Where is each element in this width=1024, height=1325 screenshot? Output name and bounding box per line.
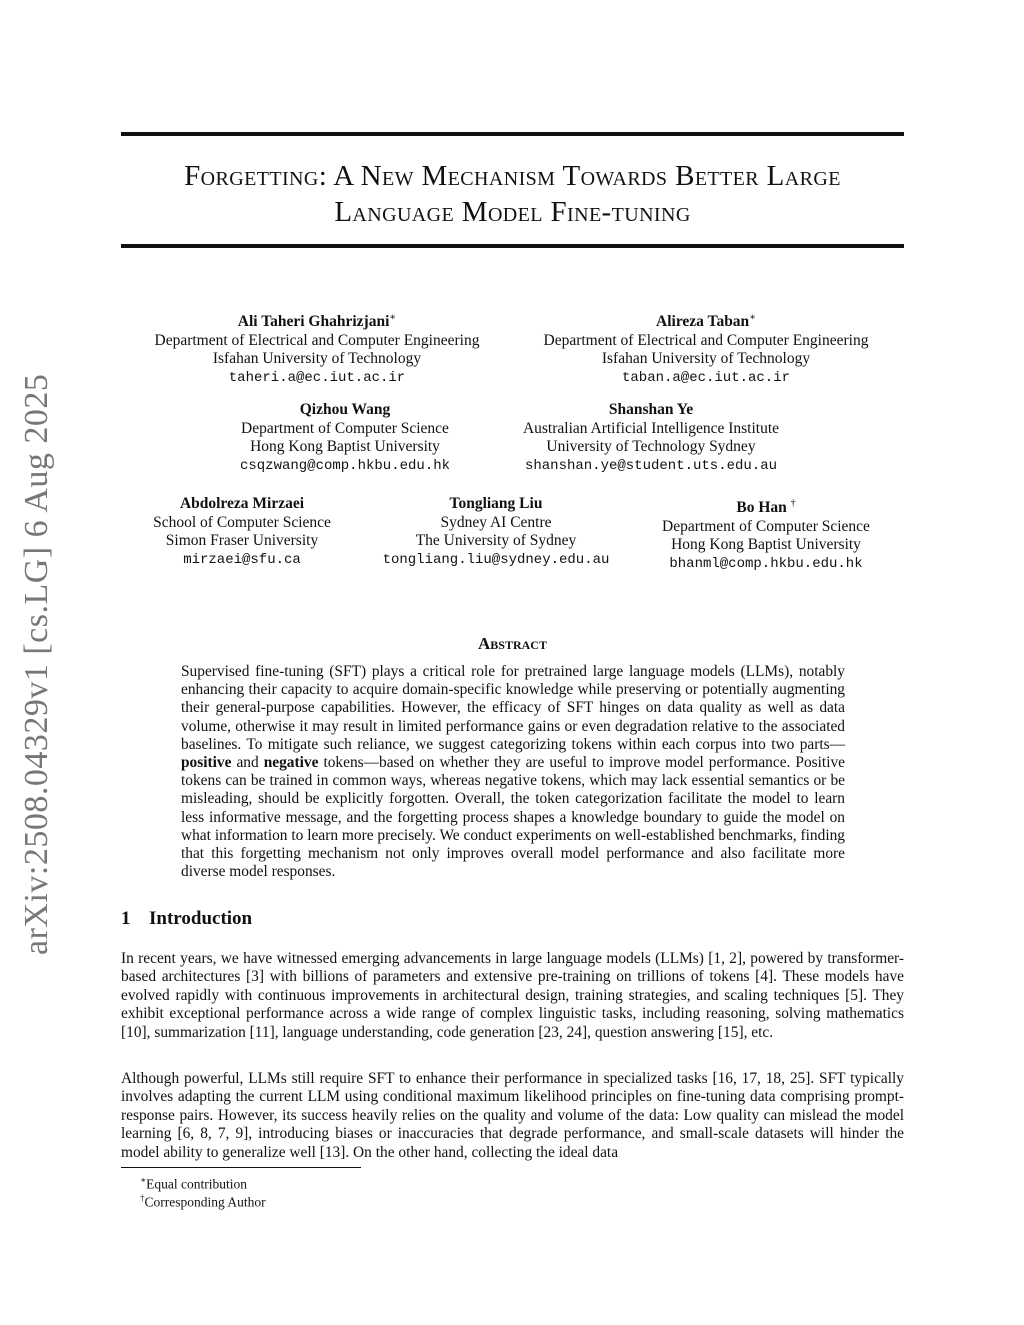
author-block	[132, 495, 352, 569]
abstract-text: and	[231, 754, 264, 772]
author-name: Tongliang Liu	[449, 495, 543, 512]
author-name: Alireza Taban	[656, 313, 750, 331]
section-heading	[121, 908, 252, 930]
author-affiliation: Department of Computer Science	[241, 419, 449, 437]
author-email: mirzaei@sfu.ca	[183, 551, 301, 568]
section-number: 1	[121, 908, 131, 929]
author-name: Qizhou Wang	[299, 401, 391, 418]
author-name: Abdolreza Mirzaei	[179, 495, 305, 512]
abstract-bold-negative: negative	[263, 754, 319, 772]
arxiv-identifier: arXiv:2508.04329v1 [cs.LG] 6 Aug 2025	[18, 373, 55, 955]
author-affiliation: Department of Computer Science	[662, 517, 870, 535]
footnote-rule	[121, 1167, 361, 1168]
title-rule-top	[121, 132, 904, 136]
author-affiliation: Sydney AI Centre	[440, 513, 552, 531]
title-line-2: Language Model Fine-tuning	[334, 196, 691, 228]
abstract-bold-positive: positive	[181, 754, 232, 772]
author-email: taheri.a@ec.iut.ac.ir	[228, 369, 406, 386]
author-email: taban.a@ec.iut.ac.ir	[621, 369, 791, 386]
author-block	[121, 309, 513, 388]
author-affiliation: Simon Fraser University	[165, 532, 319, 550]
author-mark: ∗	[749, 312, 756, 323]
author-affiliation: Department of Electrical and Computer Engineering	[154, 331, 480, 349]
author-affiliation: Hong Kong Baptist University	[250, 438, 440, 456]
author-block	[640, 495, 892, 574]
author-affiliation: Isfahan University of Technology	[212, 350, 422, 368]
abstract-heading: Abstract	[478, 634, 547, 653]
title-rule-bottom	[121, 244, 904, 248]
footnote-text: Corresponding Author	[144, 1194, 266, 1210]
author-affiliation: School of Computer Science	[153, 513, 331, 531]
author-email: shanshan.ye@student.uts.edu.au	[524, 457, 778, 474]
section-title: Introduction	[149, 908, 253, 929]
author-name: Bo Han	[736, 499, 787, 517]
body-paragraph: Although powerful, LLMs still require SFT to enhance their performance in specialized tasks [16, 17, 18, 25]. SFT typically involves adapting the current LLM using conditional maximum likelihood principles on fine-tuning data comprising prompt-response pairs. However, its success heavily relies on the quality and volume of the data: Low quality can mislead the model learning [6, 8, 7, 9], introducing biases or inaccuracies that degrade performance, and small-scale datasets will hinder the model ability to generalize well [13]. On the other hand, collecting the ideal data	[121, 1070, 904, 1161]
author-affiliation: The University of Sydney	[415, 532, 577, 550]
author-affiliation: Hong Kong Baptist University	[671, 536, 861, 554]
author-affiliation: Australian Artificial Intelligence Institute	[522, 419, 780, 437]
abstract-text: tokens—based on whether they are useful to improve model performance. Positive tokens can be trained in common ways, whereas negative tokens, which may lack essential semantics or be misleading, should be explicitly forgotten. Overall, the token categorization facilitate the model to learn less informative message, and the forgetting process shapes a knowledge boundary to guide the model on what information to learn more precisely. We conduct experiments on well-established benchmarks, finding that this forgetting mechanism not only improves overall model performance and also facilitate more diverse model responses.	[181, 754, 846, 881]
footnote-text: Equal contribution	[146, 1176, 247, 1192]
author-block	[200, 401, 490, 475]
author-email: csqzwang@comp.hkbu.edu.hk	[239, 457, 451, 474]
author-block	[513, 309, 899, 388]
author-mark: †	[790, 498, 796, 509]
author-name: Shanshan Ye	[608, 401, 694, 418]
author-affiliation: Department of Electrical and Computer Engineering	[543, 331, 869, 349]
author-affiliation: University of Technology Sydney	[546, 438, 756, 456]
author-name: Ali Taheri Ghahrizjani	[237, 313, 390, 331]
author-block	[366, 495, 626, 569]
author-block	[490, 401, 812, 475]
abstract-body	[181, 663, 845, 881]
body-paragraph: In recent years, we have witnessed emerging advancements in large language models (LLMs) [1, 2], powered by transformer-based architectures [3] with billions of parameters and extensive pre-training on trillions of tokens [4]. These models have evolved rapidly with continuous improvements in architectural design, training strategies, and scaling techniques [5]. They exhibit exceptional performance across a wide range of complex linguistic tasks, including reasoning, solving mathematics [10], summarization [11], language understanding, code generation [23, 24], question answering [15], etc.	[121, 950, 904, 1041]
author-affiliation: Isfahan University of Technology	[601, 350, 811, 368]
abstract-text: Supervised fine-tuning (SFT) plays a critical role for pretrained large language models (LLMs), notably enhancing their capacity to acquire domain-specific knowledge while preserving or potentially augmenting their general-purpose capabilities. However, the efficacy of SFT hinges on data quality as well as data volume, otherwise it may result in limited performance gains or even degradation relative to the associated baselines. To mitigate such reliance, we suggest categorizing tokens within each corpus into two parts—	[181, 663, 845, 753]
author-mark: ∗	[389, 312, 397, 323]
author-email: tongliang.liu@sydney.edu.au	[382, 551, 610, 568]
author-email: bhanml@comp.hkbu.edu.hk	[669, 555, 863, 572]
footnote	[140, 1190, 266, 1211]
footnote-mark: ∗	[140, 1175, 147, 1185]
paper-title	[121, 158, 904, 230]
footnote-mark: †	[140, 1193, 145, 1203]
title-line-1: Forgetting: A New Mechanism Towards Better Large	[184, 160, 841, 192]
